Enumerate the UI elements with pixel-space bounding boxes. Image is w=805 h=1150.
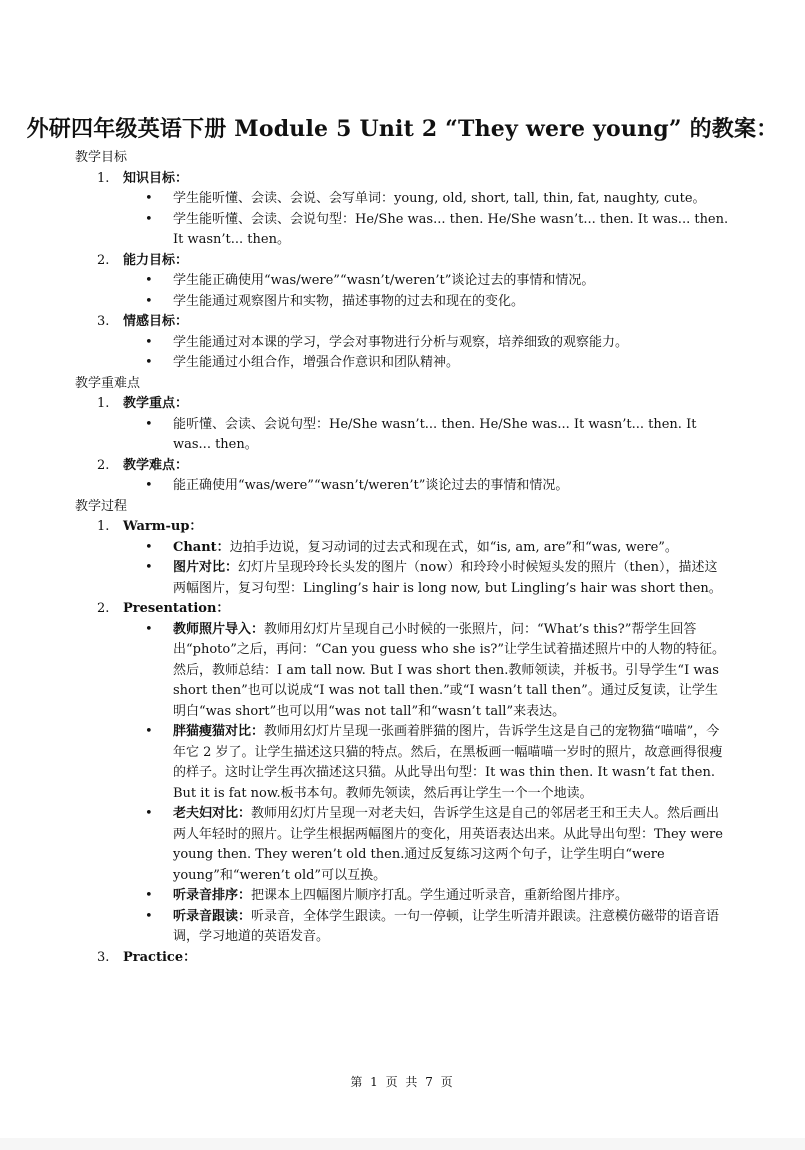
subheading-knowledge: 知识目标： [123,170,189,186]
bullet-item: • 学生能听懂、会读、会说、会写单词：young, old, short, tall, thin, fat, naughty, cute。 [123,189,730,210]
list-number: 3. [97,314,110,329]
subheading-ability: 能力目标： [123,252,189,268]
bullet-item [123,907,730,948]
bullet-item: • 学生能通过观察图片和实物，描述事物的过去和现在的变化。 [123,292,730,313]
bullet-list [123,333,730,374]
bullet-lead: 图片对比： [173,560,239,575]
bullet-item: • 学生能正确使用“was/were”“wasn’t/weren’t”谈论过去的事情和情况。 [123,271,730,292]
key-point [75,394,730,456]
list-number: 2. [97,457,110,473]
bullet-lead: 老夫妇对比： [173,806,252,821]
list-number: 1. [97,396,110,411]
bullet-text: 幻灯片呈现玲玲长头发的图片（now）和玲玲小时候短头发的照片（then），描述这两幅图片，复习句型：Lingling’s hair is long now, but Lingling’s hair was short then。 [173,560,722,596]
section-heading-key-points: 教学重难点 [75,375,141,391]
subheading-presentation: Presentation： [123,601,230,616]
bullet-item [123,804,730,886]
bullet-item [123,558,730,599]
bullet-text: 边拍手边说，复习动词的过去式和现在式，如“is, am, are”和“was, were”。 [229,539,678,555]
bullet-text: 教师用幻灯片呈现一张画着胖猫的图片，告诉学生这是自己的宠物猫“喵喵”，今年它 2 岁了。让学生描述这只猫的特点。然后，在黑板画一幅喵喵一岁时的照片，故意画得很瘦的样子。这时让学生再次描述这只猫。从此导出句型：It was thin then. It wasn’t fat then. But it is fat now.板书本句。教师先领读，然后再让学生一个一个地读。 [173,724,723,801]
bullet-lead: 胖猫瘦猫对比： [173,724,265,739]
bullet-item [123,886,730,907]
bullet-item [123,538,730,559]
section-heading-teaching-process: 教学过程 [75,498,128,514]
bullet-item: • 学生能通过对本课的学习，学会对事物进行分析与观察，培养细致的观察能力。 [123,333,730,354]
step-practice [75,948,730,969]
bullet-text: 听录音，全体学生跟读。一句一停顿，让学生听清并跟读。注意模仿磁带的语音语调，学习地道的英语发音。 [173,908,720,944]
bullet-lead: 教师照片导入： [173,621,265,637]
bullet-list [123,189,730,251]
bullet-list [123,538,730,600]
list-number: 2. [97,252,110,268]
bullet-list [123,271,730,312]
goal-ability [75,251,730,313]
teaching-goals-list [75,169,730,374]
bullet-text: 教师用幻灯片呈现一对老夫妇，告诉学生这是自己的邻居老王和王夫人。然后画出两人年轻时的照片。让学生根据两幅图片的变化，用英语表达出来。从此导出句型：They were young then. They weren’t old then.通过反复练习这两个句子，让学生明白“were young”和“weren’t old”可以互换。 [173,806,723,883]
subheading-difficult-point: 教学难点： [123,457,189,473]
bullet-item: • 能听懂、会读、会说句型：He/She wasn’t... then. He/She was... It wasn’t... then. It was... then。 [123,415,730,456]
bullet-lead: Chant： [173,539,230,555]
bullet-item: • 学生能听懂、会读、会说句型：He/She was... then. He/She wasn’t... then. It was... then. It wasn’t... then。 [123,210,730,251]
step-presentation [75,599,730,948]
document-body [75,148,730,968]
subheading-key-point: 教学重点： [123,396,189,411]
section-heading-teaching-goals: 教学目标 [75,150,128,165]
bullet-list [123,620,730,948]
bullet-lead: 听录音跟读： [173,908,252,924]
goal-emotion [75,312,730,374]
list-number: 1. [97,170,110,186]
list-number: 2. [97,601,110,616]
subheading-practice: Practice： [123,949,197,965]
bullet-item: • 学生能通过小组合作，增强合作意识和团队精神。 [123,353,730,374]
difficult-point [75,456,730,497]
bullet-lead: 听录音排序： [173,888,252,903]
bullet-list [123,476,730,497]
list-number: 1. [97,519,110,534]
key-points-list [75,394,730,497]
teaching-process-list [75,517,730,968]
bullet-item [123,620,730,723]
page-number: 第 1 页 共 7 页 [350,1075,455,1089]
goal-knowledge [75,169,730,251]
subheading-emotion: 情感目标： [123,314,189,329]
bullet-text: 把课本上四幅图片顺序打乱。学生通过听录音，重新给图片排序。 [251,888,629,903]
subheading-warm-up: Warm-up： [123,519,203,534]
bullet-item [123,722,730,804]
bullet-item: • 能正确使用“was/were”“wasn’t/weren’t”谈论过去的事情和情况。 [123,476,730,497]
bullet-list [123,415,730,456]
bullet-text: 教师用幻灯片呈现自己小时候的一张照片，问：“What’s this?”帮学生回答出“photo”之后，再问：“Can you guess who she is?”让学生试着描述照片中的人物的特征。然后，教师总结：I am tall now. But I was short then.教师领读，并板书。引导学生“I was short then”也可以说成“I was not tall then.”或“I wasn’t tall then”。通过反复读，让学生明白“was short”也可以用“was not tall”和“wasn’t tall”来表达。 [173,621,726,719]
document-title: 外研四年级英语下册 Module 5 Unit 2 “They were young” 的教案： [26,116,779,142]
list-number: 3. [97,949,110,965]
step-warm-up [75,517,730,599]
